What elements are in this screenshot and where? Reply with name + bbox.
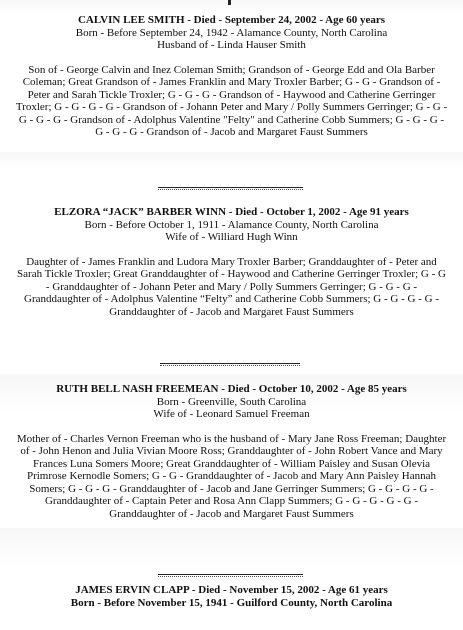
bleed-through-band bbox=[0, 0, 463, 14]
birth-line: Born - Greenville, South Carolina bbox=[156, 395, 307, 408]
section-divider bbox=[160, 363, 300, 364]
obituary-header: CALVIN LEE SMITH - Died - September 24, 2002 - Age 60 years bbox=[77, 14, 386, 26]
page-edge-mark bbox=[228, 0, 231, 5]
obituary-entry-winn bbox=[14, 206, 449, 318]
birth-line: Born - Before September 24, 1942 - Alamance County, North Carolina bbox=[75, 26, 388, 39]
spouse-line: Wife of - Williard Hugh Winn bbox=[165, 231, 298, 243]
obituary-entry-clapp bbox=[14, 584, 449, 609]
spouse-line: Wife of - Leonard Samuel Freeman bbox=[153, 408, 310, 420]
obituary-header: RUTH BELL NASH FREEMEAN - Died - October 10, 2002 - Age 85 years bbox=[56, 383, 407, 395]
lineage-paragraph: Son of - George Calvin and Inez Coleman Smith; Grandson of - George Edd and Ola Barber Coleman; Great Grandson of - James Franklin and Mary Troxler Barber; G - G - Grandson of - Peter and Sarah Tickle Troxler; G - G - G - Grandson of - Haywood and Catherine Gerringer Troxler; G - G - G - G - Grandson of - Johann Peter and Mary / Polly Summers Gerringer; G - G - G - G - G - Grandson of - Adolphus Valentine "Felty" and Catherine Cobb Summers; G - G - G - G - G - G - Grandson of - Jacob and Margaret Faust Summers bbox=[15, 63, 448, 138]
spouse-line: Husband of - Linda Hauser Smith bbox=[157, 39, 306, 51]
bleed-through-band bbox=[0, 152, 463, 170]
bleed-through-band bbox=[0, 528, 463, 568]
obituary-header: JAMES ERVIN CLAPP - Died - November 15, 2002 - Age 61 years bbox=[75, 584, 388, 596]
obituary-entry-freeman bbox=[14, 383, 449, 520]
obituary-entry-smith bbox=[14, 14, 449, 139]
obituary-header: ELZORA “JACK” BARBER WINN - Died - October 1, 2002 - Age 91 years bbox=[54, 206, 409, 218]
lineage-paragraph: Daughter of - James Franklin and Ludora Mary Troxler Barber; Granddaughter of - Peter and Sarah Tickle Troxler; Great Granddaughter of - Haywood and Catherine Gerringer Troxler; G - G - Granddaughter of - Johann Peter and Mary / Polly Summers Gerringer; G - G - G - Granddaughter of - Adolphus Valentine “Felty” and Catherine Cobb Summers; G - G - G - G - Granddaughter of - Jacob and Margaret Faust Summers bbox=[17, 255, 446, 318]
birth-line: Born - Before November 15, 1941 - Guilford County, North Carolina bbox=[70, 596, 393, 609]
section-divider bbox=[158, 574, 303, 575]
birth-line: Born - Before October 1, 1911 - Alamance County, North Carolina bbox=[84, 218, 379, 231]
lineage-paragraph: Mother of - Charles Vernon Freeman who is the husband of - Mary Jane Ross Freeman; Daughter of - John Henon and Julia Vivian Moore Ross; Granddaughter of - John Robert Vance and Mary Frances Luna Somers Moore; Great Granddaughter of - William Paisley and Susan Olevia Primrose Kernodle Somers; G - G - Granddaughter of - Jacob and Mary Ann Paisley Hannah Somers; G - G - G - Granddaughter of - Jacob and Jane Gerringer Summers; G - G - G - G - Granddaughter of - Captain Peter and Rosa Ann Clapp Summers; G - G - G - G - G - Granddaughter of - Jacob and Margaret Faust Summers bbox=[16, 432, 447, 520]
section-divider bbox=[158, 187, 303, 188]
